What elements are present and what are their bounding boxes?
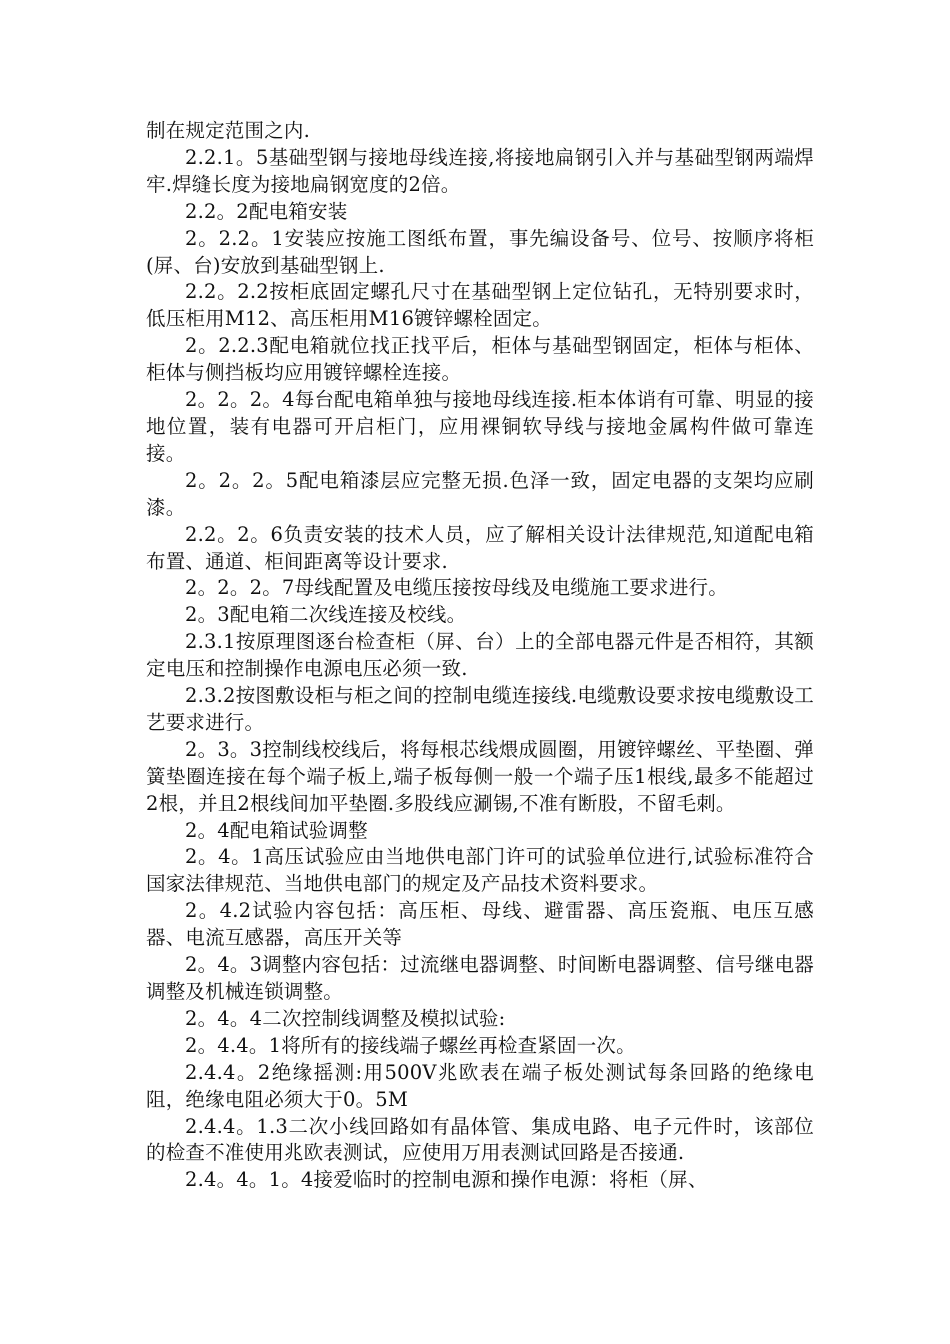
section-heading: 2。4配电箱试验调整 [185,818,368,842]
paragraph: 2。2.2.3配电箱就位找正找平后，柜体与基础型钢固定，柜体与柜体、柜体与侧挡板均应用镀锌螺栓连接。 [146,334,814,385]
section-heading: 2。4。4二次控制线调整及模拟试验: [185,1006,506,1030]
section-heading: 2。3配电箱二次线连接及校线。 [185,603,467,627]
paragraph: 2。4。3调整内容包括：过流继电器调整、时间断电器调整、信号继电器调整及机械连锁调整。 [146,953,814,1003]
paragraph: 2.2。2。6负责安装的技术人员，应了解相关设计法律规范,知道配电箱布置、通道、柜间距离等设计要求. [146,522,814,573]
section-heading: 2.2。2配电箱安装 [185,199,348,223]
paragraph: 制在规定范围之内. [146,119,310,142]
paragraph: 2.2。2.2按柜底固定螺孔尺寸在基础型钢上定位钻孔，无特别要求时，低压柜用M12、高压柜用M16镀锌螺栓固定。 [146,280,814,331]
paragraph: 2。2。2。7母线配置及电缆压接按母线及电缆施工要求进行。 [185,576,728,600]
paragraph: 2。4.2试验内容包括：高压柜、母线、避雷器、高压瓷瓶、电压互感器、电流互感器，高压开关等 [146,899,814,950]
paragraph: 2。2。2。5配电箱漆层应完整无损.色泽一致，固定电器的支架均应刷漆。 [146,468,814,519]
paragraph: 2。2。2。4每台配电箱单独与接地母线连接.柜本体诮有可靠、明显的接地位置，装有电器可开启柜门，应用裸铜软导线与接地金属构件做可靠连接。 [146,388,814,465]
paragraph: 2.2.1。5基础型钢与接地母线连接,将接地扁钢引入并与基础型钢两端焊牢.焊缝长度为接地扁钢宽度的2倍。 [146,145,814,196]
paragraph: 2。4。1高压试验应由当地供电部门许可的试验单位进行,试验标准符合国家法律规范、当地供电部门的规定及产品技术资料要求。 [146,845,814,896]
paragraph: 2。4.4。1将所有的接线端子螺丝再检查紧固一次。 [185,1033,636,1057]
paragraph: 2。2.2。1安装应按施工图纸布置，事先编设备号、位号、按顺序将柜(屏、台)安放到基础型钢上. [146,226,814,277]
paragraph: 2.3.1按原理图逐台检查柜（屏、台）上的全部电器元件是否相符，其额定电压和控制操作电源电压必须一致. [146,630,814,681]
paragraph: 2。3。3控制线校线后，将每根芯线煨成圆圈，用镀锌螺丝、平垫圈、弹簧垫圈连接在每个端子板上,端子板每侧一般一个端子压1根线,最多不能超过2根，并且2根线间加平垫圈.多股线应涮锡,不准有断股，不留毛刺。 [146,737,814,815]
paragraph: 2.4.4。2绝缘摇测:用500V兆欧表在端子板处测试每条回路的绝缘电阻，绝缘电阻必须大于0。5M [146,1060,814,1111]
paragraph: 2.3.2按图敷设柜与柜之间的控制电缆连接线.电缆敷设要求按电缆敷设工艺要求进行。 [146,684,814,734]
paragraph: 2.4。4。1。4接爱临时的控制电源和操作电源：将柜（屏、 [185,1168,708,1192]
paragraph: 2.4.4。1.3二次小线回路如有晶体管、集成电路、电子元件时，该部位的检查不准使用兆欧表测试，应使用万用表测试回路是否接通. [146,1114,814,1165]
document-body [146,118,814,1194]
